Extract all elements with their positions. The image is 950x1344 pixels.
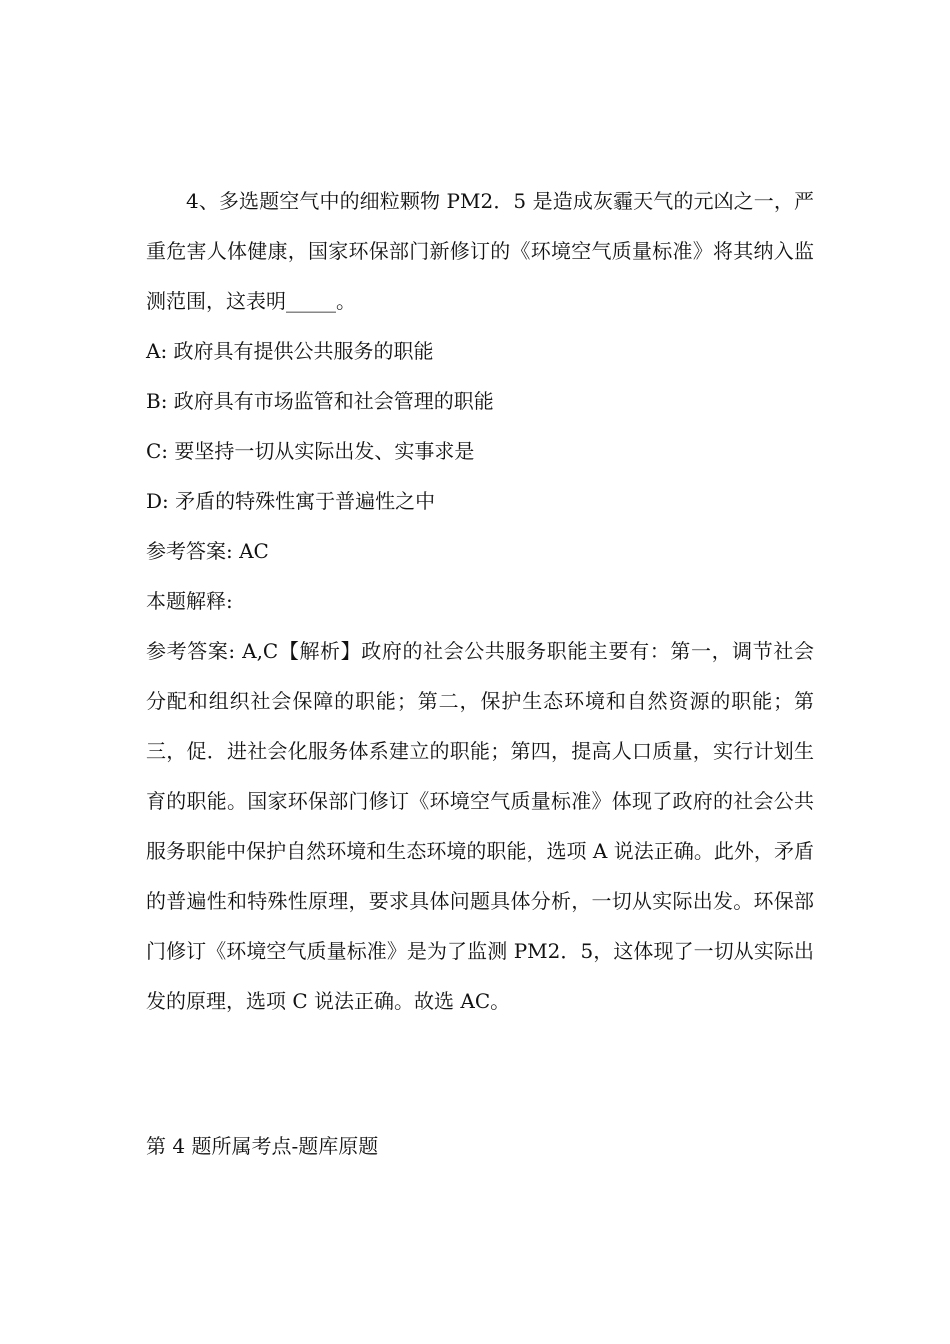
option-b: B: 政府具有市场监管和社会管理的职能 [146, 389, 494, 413]
question-block [146, 176, 814, 1026]
question-stem: 4、多选题空气中的细粒颗物 PM2．5 是造成灰霾天气的元凶之一，严重危害人体健康，国家环保部门新修订的《环境空气质量标准》将其纳入监测范围，这表明_____。 [146, 189, 814, 313]
option-c: C: 要坚持一切从实际出发、实事求是 [146, 439, 475, 463]
reference-answer: 参考答案: AC [146, 539, 269, 563]
explanation-text: 参考答案: A,C【解析】政府的社会公共服务职能主要有：第一，调节社会分配和组织社会保障的职能；第二，保护生态环境和自然资源的职能；第三，促．进社会化服务体系建立的职能；第四，提高人口质量，实行计划生育的职能。国家环保部门修订《环境空气质量标准》体现了政府的社会公共服务职能中保护自然环境和生态环境的职能，选项 A 说法正确。此外，矛盾的普遍性和特殊性原理，要求具体问题具体分析，一切从实际出发。环保部门修订《环境空气质量标准》是为了监测 PM2．5，这体现了一切从实际出发的原理，选项 C 说法正确。故选 AC。 [146, 639, 814, 1013]
explanation-label: 本题解释: [146, 589, 233, 613]
option-a: A: 政府具有提供公共服务的职能 [146, 339, 434, 363]
question-source-note: 第 4 题所属考点-题库原题 [146, 1134, 379, 1158]
option-d: D: 矛盾的特殊性寓于普遍性之中 [146, 489, 436, 513]
